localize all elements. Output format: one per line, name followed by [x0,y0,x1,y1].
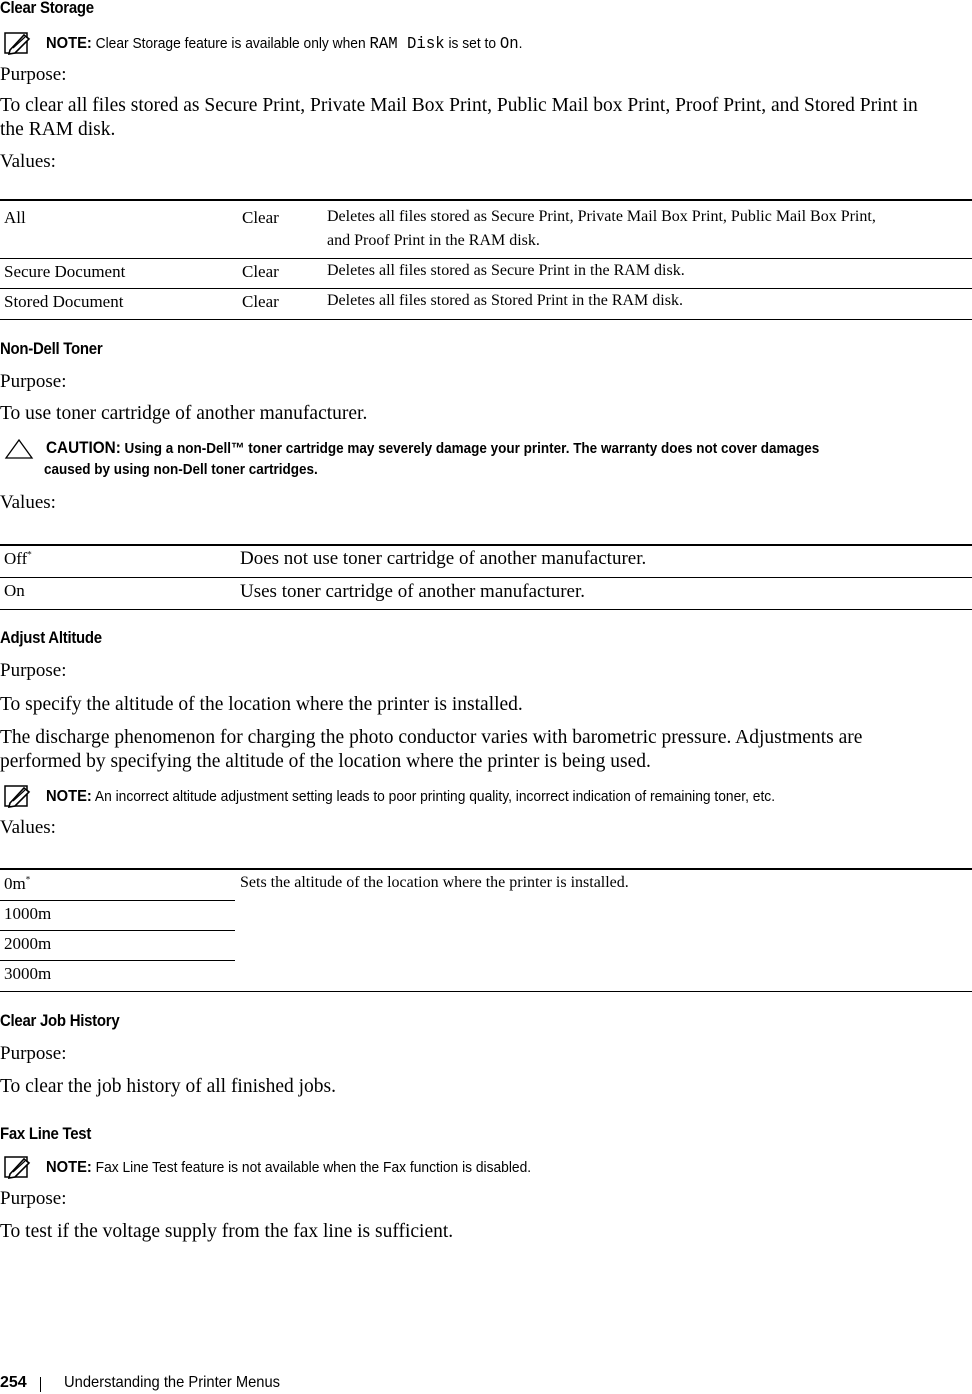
row-action: Clear [242,292,279,311]
section-heading-adjust-altitude: Adjust Altitude [0,628,102,647]
table-rule [0,319,972,320]
row-name: 1000m [4,904,52,923]
table-rule [0,930,235,931]
purpose-label: Purpose: [0,64,67,85]
section-heading-fax-line-test: Fax Line Test [0,1124,92,1143]
row-name [4,549,32,569]
note-label: NOTE: [46,35,92,52]
purpose-text [0,94,972,142]
row-name-text: 0m [4,874,26,893]
values-label: Values: [0,817,56,838]
row-desc: Deletes all files stored as Secure Print, Private Mail Box Print, Public Mail Box Print, [327,208,876,225]
purpose-text: To test if the voltage supply from the fax line is sufficient. [0,1221,454,1242]
row-name-text: Off [4,549,28,568]
row-desc: Sets the altitude of the location where the printer is installed. [240,874,629,891]
purpose-label: Purpose: [0,660,67,681]
purpose-label: Purpose: [0,1043,67,1064]
row-name: 3000m [4,964,52,983]
purpose-line: To clear all files stored as Secure Print, Private Mail Box Print, Public Mail box Print, Proof Print, and Stored Print in [0,95,918,116]
purpose-text: To specify the altitude of the location where the printer is installed. [0,694,523,715]
page-footer [0,1374,281,1392]
purpose-label: Purpose: [0,371,67,392]
note-text: Fax Line Test feature is not available when the Fax function is disabled. [95,1159,532,1176]
caution-label: CAUTION: [46,438,121,457]
note-code-ram-disk: RAM Disk [369,35,445,54]
section-heading-non-dell-toner: Non-Dell Toner [0,339,103,358]
row-name: All [4,208,26,227]
purpose-line: the RAM disk. [0,119,116,140]
row-desc: Deletes all files stored as Stored Print in the RAM disk. [327,292,683,309]
row-desc: Uses toner cartridge of another manufacturer. [240,581,586,602]
note-text: . [518,35,523,52]
row-desc: Deletes all files stored as Secure Print in the RAM disk. [327,262,685,279]
paragraph-line: performed by specifying the altitude of the location where the printer is being used. [0,751,651,772]
description-paragraph [0,726,972,774]
note-code-on: On [499,35,519,54]
row-action: Clear [242,208,279,227]
row-desc: Does not use toner cartridge of another manufacturer. [240,548,647,569]
footer-title: Understanding the Printer Menus [64,1374,281,1391]
row-desc: and Proof Print in the RAM disk. [327,232,540,249]
note-text: An incorrect altitude adjustment setting leads to poor printing quality, incorrect indication of remaining toner, etc. [94,788,776,805]
table-rule [0,900,235,901]
row-name: Secure Document [4,262,126,281]
default-marker: * [27,549,32,560]
values-label: Values: [0,151,56,172]
page-number: 254 [0,1374,27,1391]
row-name: 2000m [4,934,52,953]
caution-text: Using a non-Dell™ toner cartridge may severely damage your printer. The warranty does not cover damages [124,440,820,457]
table-rule [0,544,972,546]
table-rule [0,868,972,870]
default-marker: * [25,874,31,885]
section-heading-clear-job-history: Clear Job History [0,1011,120,1030]
section-heading-clear-storage: Clear Storage [0,0,94,17]
table-rule [0,609,972,610]
purpose-text: To clear the job history of all finished jobs. [0,1076,337,1097]
table-rule [0,199,972,201]
note-text: Clear Storage feature is available only when [95,35,366,52]
caution-triangle-icon [4,438,34,464]
row-name: On [4,581,25,600]
table-rule [0,288,972,289]
caution-text: caused by using non-Dell toner cartridges. [44,461,318,478]
note-label: NOTE: [46,788,92,805]
row-action: Clear [242,262,279,281]
table-rule [0,960,235,961]
table-rule [0,258,972,259]
table-rule [0,991,972,992]
purpose-label: Purpose: [0,1188,67,1209]
note-text: is set to [448,35,496,52]
row-name [4,874,30,894]
footer-separator [40,1377,41,1392]
purpose-text: To use toner cartridge of another manufacturer. [0,403,368,424]
values-label: Values: [0,492,56,513]
paragraph-line: The discharge phenomenon for charging the photo conductor varies with barometric pressure. Adjustments are [0,727,863,748]
note-pencil-icon [4,785,32,813]
note-label: NOTE: [46,1159,92,1176]
note-pencil-icon [4,32,32,60]
row-name: Stored Document [4,292,124,311]
table-rule [0,577,972,578]
note-pencil-icon [4,1156,32,1184]
